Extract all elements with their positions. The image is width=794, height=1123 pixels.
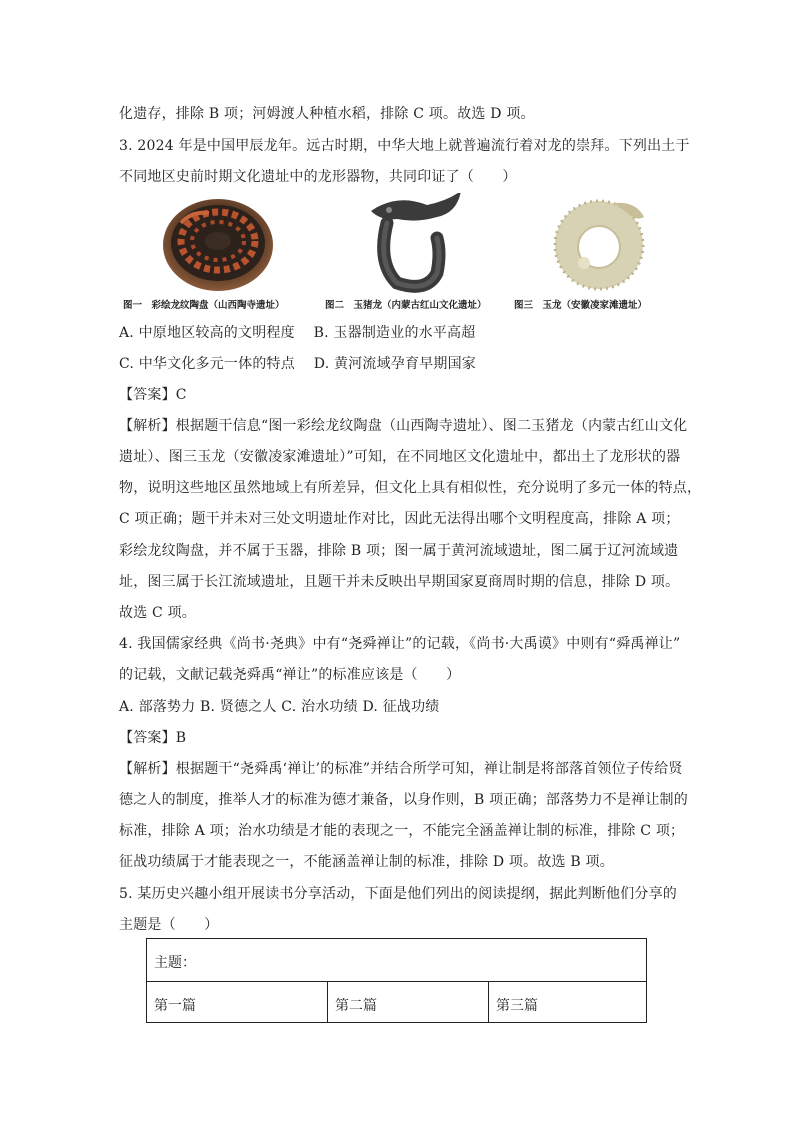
option-line: C. 中华文化多元一体的特点 D. 黄河流域孕育早期国家 [119, 356, 476, 372]
chapter-2-label: 第二篇 [335, 998, 377, 1014]
analysis-line: 德之人的制度，推举人才的标准为德才兼备，以身作则，B 项正确；部落势力不是禅让制的 [119, 792, 688, 808]
analysis-line: 标准，排除 A 项；治水功绩是才能的表现之一，不能完全涵盖禅让制的标准，排除 C 项； [119, 823, 685, 839]
analysis-line: C 项正确；题干并未对三处文明遗址作对比，因此无法得出哪个文明程度高，排除 A 项； [119, 511, 680, 527]
table-cell [489, 982, 647, 1023]
answer-line: 【答案】C [119, 387, 187, 403]
option-line: A. 部落势力 B. 贤德之人 C. 治水功绩 D. 征战功绩 [119, 699, 440, 715]
reading-outline-table [146, 938, 647, 1023]
analysis-line: 址，图三属于长江流域遗址，且题干并未反映出早期国家夏商周时期的信息，排除 D 项。 [119, 574, 680, 590]
analysis-line: 【解析】根据题干“尧舜禹‘禅让’的标准”并结合所学可知，禅让制是将部落首领位子传给贤 [119, 761, 683, 777]
analysis-line: 遗址）、图三玉龙（安徽凌家滩遗址）”可知，在不同地区文化遗址中，都出土了龙形状的器 [119, 449, 681, 465]
chapter-3-label: 第三篇 [496, 998, 538, 1014]
table-cell [328, 982, 489, 1023]
question-5-stem: 主题是（ ） [119, 917, 219, 933]
jade-dragon-ring-image [514, 193, 654, 311]
text-line: 化遗存，排除 B 项；河姆渡人种植水稻，排除 C 项。故选 D 项。 [119, 106, 535, 122]
figure-row [119, 193, 679, 318]
option-line: A. 中原地区较高的文明程度 B. 玉器制造业的水平高超 [119, 325, 476, 341]
answer-line: 【答案】B [119, 730, 187, 746]
analysis-line: 故选 C 项。 [119, 605, 197, 621]
figure-2-caption: 图二 玉猪龙（内蒙古红山文化遗址） [325, 300, 487, 311]
analysis-line: 物，说明这些地区虽然地域上有所差异，但文化上具有相似性，充分说明了多元一体的特点， [119, 480, 702, 496]
analysis-line: 征战功绩属于才能表现之一，不能涵盖禅让制的标准，排除 D 项。故选 B 项。 [119, 854, 614, 870]
painted-dragon-plate-image [123, 193, 285, 311]
figure-1-caption: 图一 彩绘龙纹陶盘（山西陶寺遗址） [123, 300, 285, 311]
question-4-stem: 的记载，文献记载尧舜禹“禅让”的标准应该是（ ） [119, 667, 461, 683]
analysis-line: 彩绘龙纹陶盘，并不属于玉器，排除 B 项；图一属于黄河流域遗址，图二属于辽河流域遗 [119, 543, 679, 559]
question-3-stem: 3. 2024 年是中国甲辰龙年。远古时期，中华大地上就普遍流行着对龙的崇拜。下列出土于 [119, 138, 690, 154]
table-cell [147, 982, 328, 1023]
chapter-1-label: 第一篇 [154, 998, 196, 1014]
question-3-stem: 不同地区史前时期文化遗址中的龙形器物，共同印证了（ ） [119, 169, 517, 185]
question-4-stem: 4. 我国儒家经典《尚书·尧典》中有“尧舜禅让”的记载，《尚书·大禹谟》中则有“舜禹禅让” [119, 636, 681, 652]
table-row [147, 939, 646, 982]
theme-label: 主题： [154, 955, 196, 971]
figure-3-caption: 图三 玉龙（安徽凌家滩遗址） [514, 300, 648, 311]
analysis-line: 【解析】根据题干信息“图一彩绘龙纹陶盘（山西陶寺遗址）、图二玉猪龙（内蒙古红山文化 [119, 418, 688, 434]
jade-pig-dragon-image [325, 193, 487, 311]
question-5-stem: 5. 某历史兴趣小组开展读书分享活动，下面是他们列出的阅读提纲，据此判断他们分享的 [119, 886, 678, 902]
